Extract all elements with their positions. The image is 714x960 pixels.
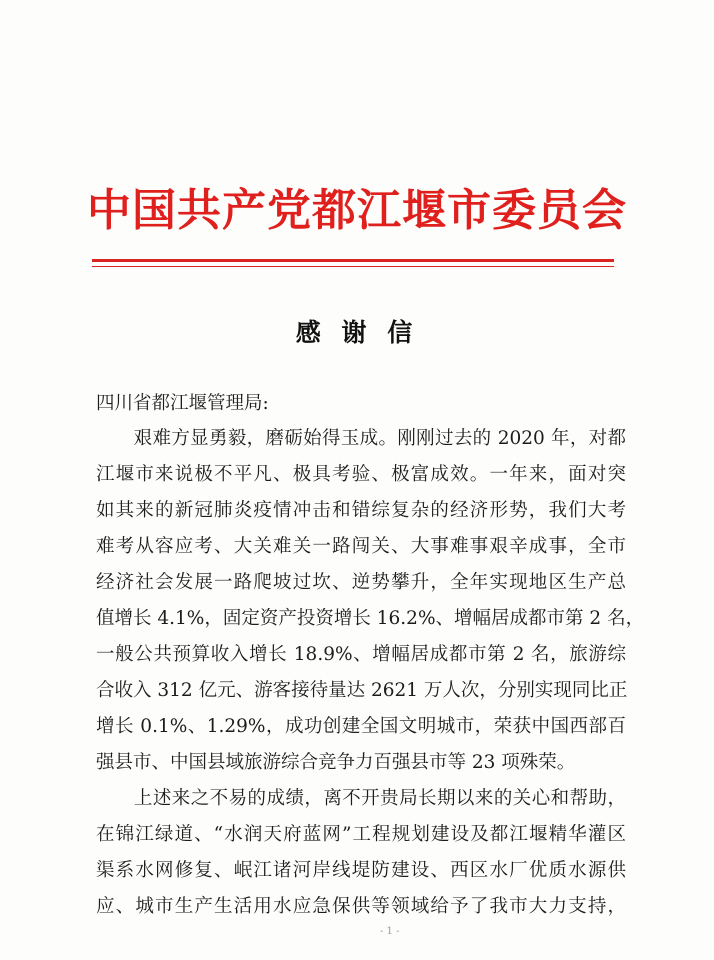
paragraph-line: 一般公共预算收入增长 18.9%、增幅居成都市第 2 名，旅游综 [96,644,626,665]
paragraph-line: 江堰市来说极不平凡、极具考验、极富成效。一年来，面对突 [96,464,626,485]
paragraph-1 [96,421,645,781]
page-number: - 1 - [380,926,400,937]
paragraph-line: 合收入 312 亿元、游客接待量达 2621 万人次，分别实现同比正 [96,680,628,701]
paragraph-line: 如其来的新冠肺炎疫情冲击和错综复杂的经济形势，我们大考 [96,500,626,521]
paragraph-line: 渠系水网修复、岷江诸河岸线堤防建设、西区水厂优质水源供 [96,860,626,881]
paragraph-line: 增长 0.1%、1.29%，成功创建全国文明城市，荣获中国西部百 [96,716,626,737]
paragraph-line: 难考从容应考、大关难关一路闯关、大事难事艰辛成事，全市 [96,536,626,557]
letterhead-rule-thin [92,266,614,267]
paragraph-line: 上述来之不易的成绩，离不开贵局长期以来的关心和帮助， [96,788,626,809]
paragraph-2 [96,781,626,925]
paragraph-line: 应、城市生产生活用水应急保供等领域给予了我市大力支持， [96,896,626,917]
paragraph-line: 艰难方显勇毅，磨砺始得玉成。刚刚过去的 2020 年，对都 [96,428,626,449]
document-title: 感 谢 信 [295,318,419,347]
letterhead-rule-thick [92,259,614,262]
letterhead-title: 中国共产党都江堰市委员会 [87,185,627,236]
paragraph-line: 经济社会发展一路爬坡过坎、逆势攀升，全年实现地区生产总 [96,572,626,593]
paragraph-line: 值增长 4.1%，固定资产投资增长 16.2%、增幅居成都市第 2 名， [96,608,645,629]
paragraph-line: 在锦江绿道、“水润天府蓝网”工程规划建设及都江堰精华灌区 [96,824,626,845]
salutation: 四川省都江堰管理局: [96,393,269,414]
paragraph-line: 强县市、中国县域旅游综合竞争力百强县市等 23 项殊荣。 [96,752,576,773]
